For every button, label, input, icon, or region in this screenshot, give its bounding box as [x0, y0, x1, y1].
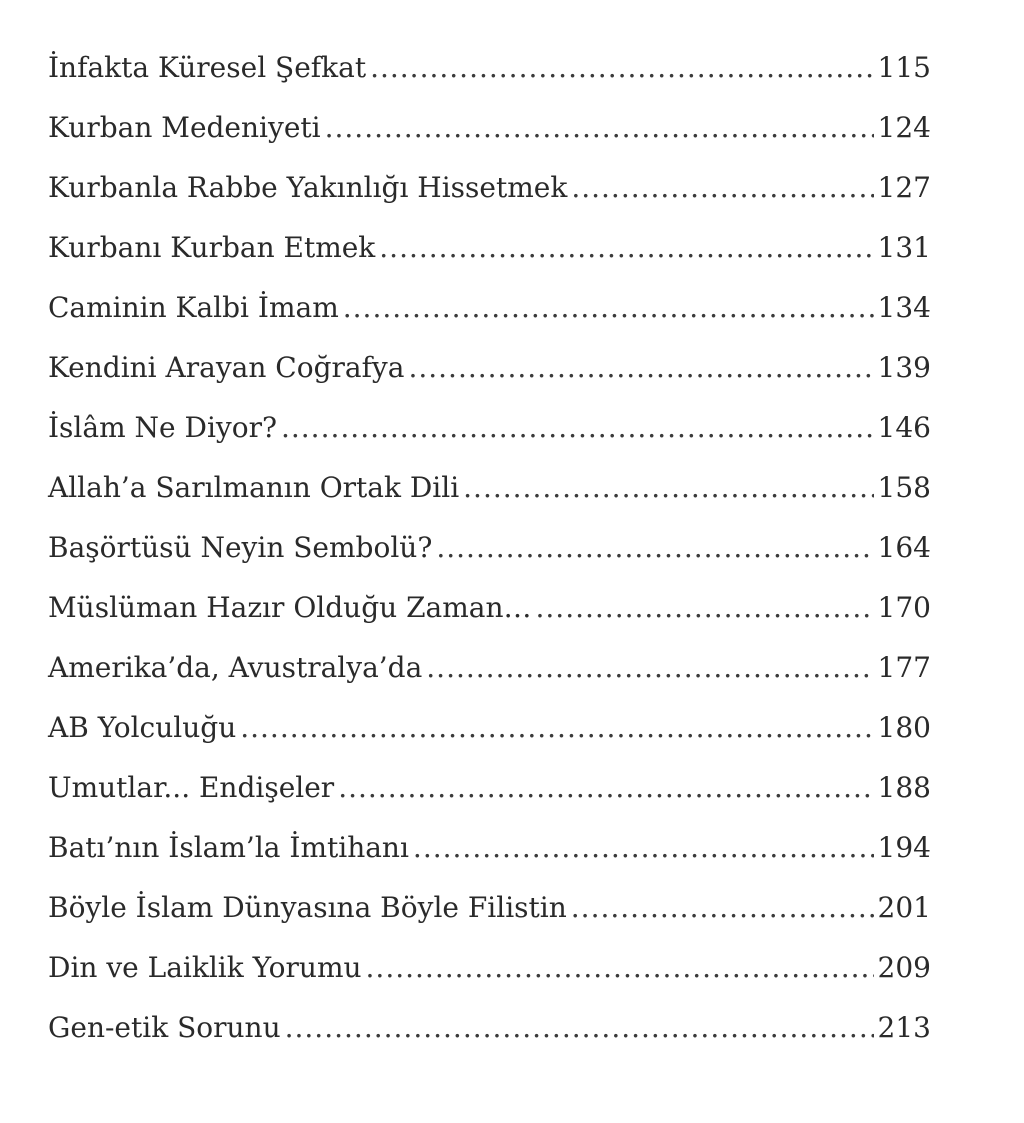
toc-entry — [48, 38, 931, 98]
toc-entry-title: Kendini Arayan Coğrafya — [48, 351, 405, 384]
toc-dot-leader — [325, 98, 874, 158]
toc-entry — [48, 518, 931, 578]
toc-entry — [48, 698, 931, 758]
toc-entry — [48, 998, 931, 1058]
toc-dot-leader — [571, 158, 873, 218]
toc-dot-leader — [536, 578, 874, 638]
toc-entry — [48, 458, 931, 518]
toc-entry — [48, 338, 931, 398]
toc-dot-leader — [370, 38, 873, 98]
toc-entry-page: 115 — [877, 51, 931, 84]
toc-dot-leader — [379, 218, 873, 278]
toc-entry-page: 213 — [877, 1011, 931, 1044]
toc-dot-leader — [436, 518, 873, 578]
toc-entry-page: 146 — [877, 411, 931, 444]
toc-entry-title: Umutlar... Endişeler — [48, 771, 335, 804]
toc-dot-leader — [413, 818, 874, 878]
toc-entry-title: Kurbanla Rabbe Yakınlığı Hissetmek — [48, 171, 568, 204]
toc-entry-title: Kurban Medeniyeti — [48, 111, 321, 144]
toc-entry — [48, 758, 931, 818]
toc-dot-leader — [426, 638, 873, 698]
toc-entry-title: Batı’nın İslam’la İmtihanı — [48, 831, 409, 864]
toc-entry — [48, 818, 931, 878]
toc-entry — [48, 98, 931, 158]
toc-entry-title: Din ve Laiklik Yorumu — [48, 951, 362, 984]
toc-entry-page: 170 — [877, 591, 931, 624]
toc-entry-title: Kurbanı Kurban Etmek — [48, 231, 376, 264]
toc-entry-page: 139 — [877, 351, 931, 384]
toc-dot-leader — [343, 278, 874, 338]
toc-entry-title: Amerika’da, Avustralya’da — [48, 651, 423, 684]
toc-entry — [48, 878, 931, 938]
toc-entry-title: İnfakta Küresel Şefkat — [48, 51, 367, 84]
toc-entry-title: Gen-etik Sorunu — [48, 1011, 281, 1044]
toc-dot-leader — [571, 878, 874, 938]
toc-entry-title: Müslüman Hazır Olduğu Zaman… — [48, 591, 532, 624]
toc-entry-page: 188 — [877, 771, 931, 804]
toc-dot-leader — [463, 458, 873, 518]
toc-entry-title: AB Yolculuğu — [48, 711, 237, 744]
table-of-contents — [48, 38, 931, 1058]
toc-entry-page: 180 — [877, 711, 931, 744]
toc-entry-page: 131 — [877, 231, 931, 264]
toc-entry-page: 194 — [877, 831, 931, 864]
toc-entry — [48, 638, 931, 698]
toc-dot-leader — [338, 758, 873, 818]
toc-entry-page: 201 — [877, 891, 931, 924]
toc-entry-page: 124 — [877, 111, 931, 144]
toc-entry — [48, 158, 931, 218]
toc-entry-page: 177 — [877, 651, 931, 684]
toc-entry-title: İslâm Ne Diyor? — [48, 411, 277, 444]
toc-entry — [48, 398, 931, 458]
toc-entry — [48, 218, 931, 278]
toc-entry-title: Allah’a Sarılmanın Ortak Dili — [48, 471, 460, 504]
toc-dot-leader — [366, 938, 874, 998]
toc-entry-page: 127 — [877, 171, 931, 204]
toc-entry-title: Başörtüsü Neyin Sembolü? — [48, 531, 433, 564]
toc-dot-leader — [240, 698, 873, 758]
toc-dot-leader — [285, 998, 874, 1058]
toc-entry-title: Böyle İslam Dünyasına Böyle Filistin — [48, 891, 567, 924]
toc-entry — [48, 278, 931, 338]
toc-entry-page: 209 — [877, 951, 931, 984]
toc-dot-leader — [408, 338, 873, 398]
toc-entry-title: Caminin Kalbi İmam — [48, 291, 339, 324]
toc-entry-page: 134 — [877, 291, 931, 324]
toc-entry-page: 158 — [877, 471, 931, 504]
toc-entry — [48, 938, 931, 998]
toc-dot-leader — [281, 398, 874, 458]
toc-entry-page: 164 — [877, 531, 931, 564]
toc-entry — [48, 578, 931, 638]
